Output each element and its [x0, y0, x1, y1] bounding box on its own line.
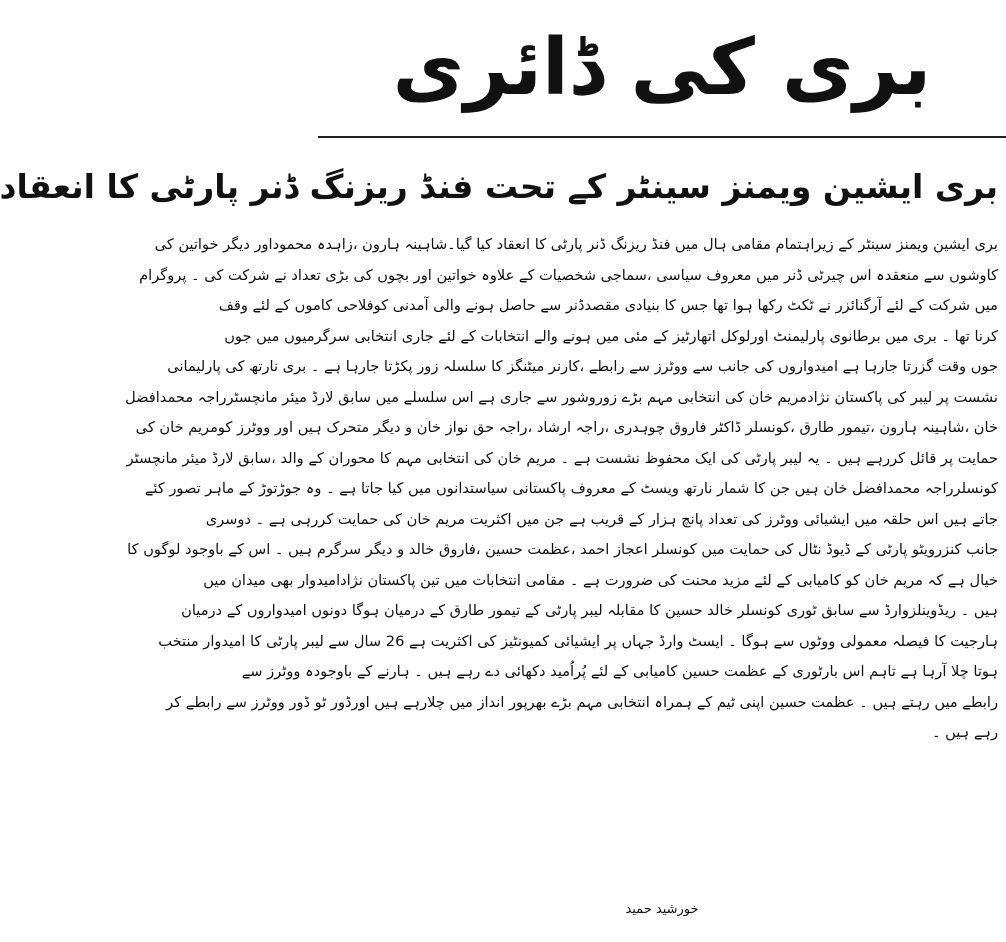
author-byline: خورشید حمید [625, 902, 699, 917]
article-line: خیال ہے کہ مریم خان کو کامیابی کے لئے مزید محنت کی ضرورت ہے ۔ مقامی انتخابات میں تین پاکستان نژادامیدوار بھی میدان میں [203, 571, 998, 589]
article-line: جوں وقت گزرتا جارہا ہے امیدواروں کی جانب سے ووٹرز سے رابطے ،کارنر میٹنگز کا سلسلہ زور پکڑتا جارہا ہے ۔ بری نارتھ کی پارلیمانی [167, 358, 998, 375]
article-line: بری ایشین ویمنز سینٹر کے زیراہتمام مقامی ہال میں فنڈ ریزنگ ڈنر پارٹی کا انعقاد کیا گیا۔شاہینہ ہارون ،زاہدہ محموداور دیگر خواتین کی [154, 236, 998, 253]
masthead-divider [318, 136, 1006, 138]
article-line: خان ،شاہینہ ہارون ،تیمور طارق ،کونسلر ڈاکٹر فاروق چوہدری ،راجہ ارشاد ،راجہ حق نواز خان و دیگر متحرک ہیں اور ووٹرز کومریم خان کی [135, 419, 998, 436]
article-line: کونسلرراجہ محمدافضل خان ہیں جن کا شمار نارتھ ویسٹ کے معروف پاکستانی سیاستدانوں میں کیا جاتا ہے ۔ وہ جوڑتوڑ کے ماہر تصور کئے [144, 480, 998, 497]
article-line: ہوتا چلا آرہا ہے تاہم اس بارٹوری کے عظمت حسین کامیابی کے لئے پُراُمید دکھائی دے رہے ہیں ۔ ہارنے کے باوجودہ ووٹرز سے [241, 663, 998, 680]
column-masthead: بری کی ڈائری [392, 23, 932, 113]
article-line: رابطے میں رہتے ہیں ۔ عظمت حسین اپنی ٹیم کے ہمراہ انتخابی مہم بڑے بھرپور انداز میں چلارہے ہیں اورڈور ٹو ڈور ووٹرز سے رابطے کر [166, 693, 998, 711]
article-line: میں شرکت کے لئے آرگنائزر نے ٹکٹ رکھا ہوا تھا جس کا بنیادی مقصدڈنر سے حاصل ہونے والی آمدنی کوفلاحی کاموں کے لئے وقف [218, 297, 998, 314]
article-line: ہیں ۔ ریڈوینلزوارڈ سے سابق ٹوری کونسلر خالد حسین کا مقابلہ لیبر پارٹی کے تیمور طارق کے درمیان ہوگا دونوں امیدواروں کے درمیان [181, 602, 998, 619]
article-line: نشست پر لیبر کی پاکستان نژادمریم خان کی انتخابی مہم بڑے زوروشور سے جاری ہے اس سلسلے میں سابق لارڈ میئر مانچسٹرراجہ محمدافضل [125, 388, 998, 406]
article-line: کرنا تھا ۔ بری میں برطانوی پارلیمنٹ اورلوکل اتھارٹیز کے مئی میں ہونے والے انتخابات کے لئے جاری انتخابی سرگرمیوں میں جوں [224, 327, 998, 345]
article-body [125, 230, 998, 749]
article-line: جانب کنزرویٹو پارٹی کے ڈیوڈ نٹال کی حمایت میں کونسلر اعجاز احمد ،عظمت حسین ،فاروق خالد و دیگر سرگرم ہیں ۔ اس کے باوجود لوگوں کا [127, 541, 998, 558]
article-line: حمایت پر قائل کررہے ہیں ۔ یہ لیبر پارٹی کی ایک محفوظ نشست ہے ۔ مریم خان کی انتخابی مہم کا محوران کے والد ،سابق لارڈ میئر مانچسٹر [126, 449, 998, 467]
article-headline: بری ایشین ویمنز سینٹر کے تحت فنڈ ریزنگ ڈنر پارٹی کا انعقاد [0, 167, 998, 206]
article-line: رہے ہیں ۔ [931, 724, 998, 741]
article-line: کاوشوں سے منعقدہ اس چیرٹی ڈنر میں معروف سیاسی ،سماجی شخصیات کے علاوہ خواتین اور بچوں کی بڑی تعداد نے شرکت کی ۔ پروگرام [139, 266, 998, 284]
article-line: ہارجیت کا فیصلہ معمولی ووٹوں سے ہوگا ۔ ایسٹ وارڈ جہاں پر ایشیائی کمیونٹیز کی اکثریت ہے 26 سال سے لیبر پارٹی کا امیدوار منتخب [158, 632, 998, 650]
article-line: جاتے ہیں اس حلقہ میں ایشیائی ووٹرز کی تعداد پانچ ہزار کے قریب ہے جن میں اکثریت مریم خان کی حمایت کررہی ہے ۔ دوسری [205, 510, 998, 528]
